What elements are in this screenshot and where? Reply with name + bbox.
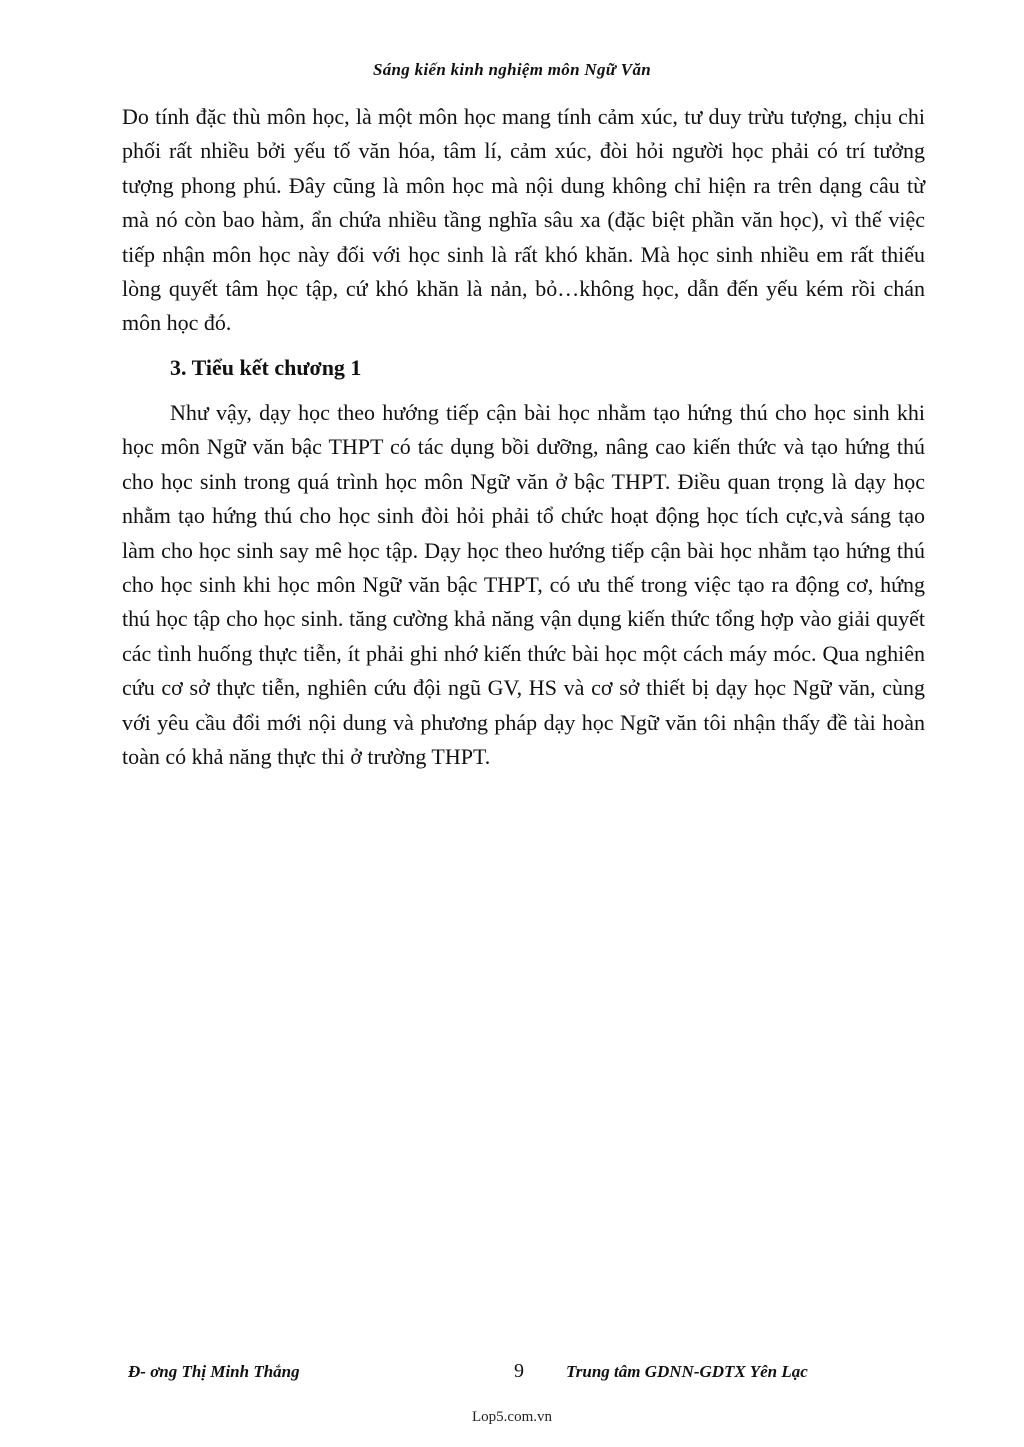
body-paragraph-1: Do tính đặc thù môn học, là một môn học mang tính cảm xúc, tư duy trừu tượng, chịu chi phối rất nhiều bởi yếu tố văn hóa, tâm lí, cảm xúc, đòi hỏi người học phải có trí tưởng tượng phong phú. Đây cũng là môn học mà nội dung không chỉ hiện ra trên dạng câu từ mà nó còn bao hàm, ẩn chứa nhiều tầng nghĩa sâu xa (đặc biệt phần văn học), vì thế việc tiếp nhận môn học này đối với học sinh là rất khó khăn. Mà học sinh nhiều em rất thiếu lòng quyết tâm học tập, cứ khó khăn là nản, bỏ…không học, dẫn đến yếu kém rồi chán môn học đó. — [122, 104, 925, 336]
footer-organization: Trung tâm GDNN-GDTX Yên Lạc — [566, 1362, 808, 1381]
watermark-text: Lop5.com.vn — [472, 1409, 552, 1425]
section-heading: 3. Tiểu kết chương 1 — [170, 355, 362, 380]
body-paragraph-2: Như vậy, dạy học theo hướng tiếp cận bài học nhằm tạo hứng thú cho học sinh khi học môn Ngữ văn bậc THPT có tác dụng bồi dưỡng, nâng cao kiến thức và tạo hứng thú cho học sinh trong quá trình học môn Ngữ văn ở bậc THPT. Điều quan trọng là dạy học nhằm tạo hứng thú cho học sinh đòi hỏi phải tổ chức hoạt động học tích cực,và sáng tạo làm cho học sinh say mê học tập. Dạy học theo hướng tiếp cận bài học nhằm tạo hứng thú cho học sinh khi học môn Ngữ văn bậc THPT, có ưu thế trong việc tạo ra động cơ, hứng thú học tập cho học sinh. tăng cường khả năng vận dụng kiến thức tổng hợp vào giải quyết các tình huống thực tiễn, ít phải ghi nhớ kiến thức bài học một cách máy móc. Qua nghiên cứu cơ sở thực tiễn, nghiên cứu đội ngũ GV, HS và cơ sở thiết bị dạy học Ngữ văn, cùng với yêu cầu đổi mới nội dung và phương pháp dạy học Ngữ văn tôi nhận thấy đề tài hoàn toàn có khả năng thực thi ở trường THPT. — [122, 400, 925, 770]
page-header: Sáng kiến kinh nghiệm môn Ngữ Văn — [373, 60, 651, 79]
page-number: 9 — [514, 1360, 524, 1382]
footer-author: Đ- ơng Thị Minh Thắng — [128, 1362, 300, 1381]
page-footer — [0, 1360, 1024, 1390]
